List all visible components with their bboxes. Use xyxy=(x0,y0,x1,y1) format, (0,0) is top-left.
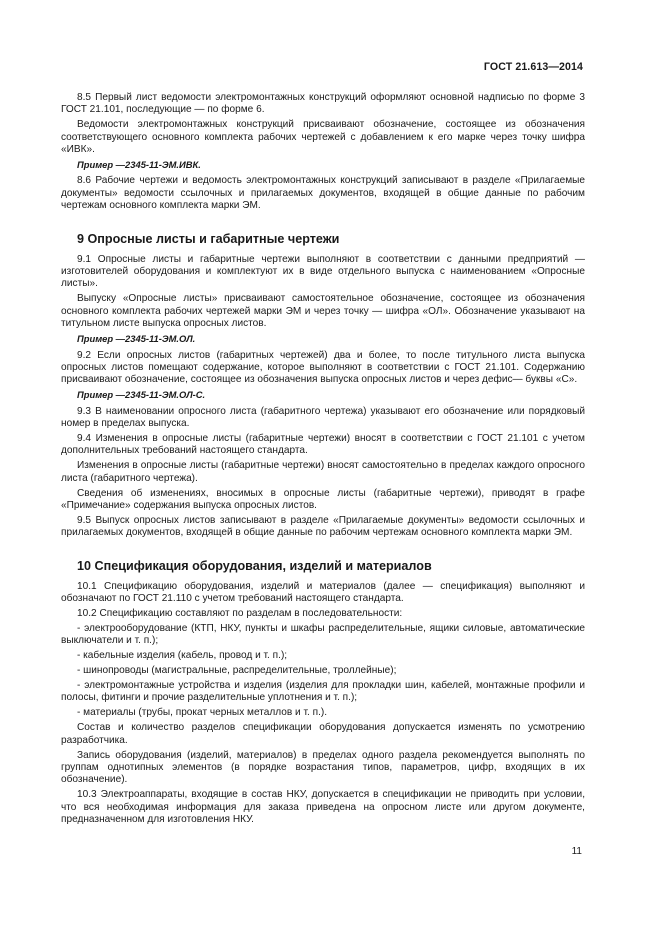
para-9-1: 9.1 Опросные листы и габаритные чертежи выполняют в соответствии с данными предприятий — изготовителей оборудования и комплектуют их в виде отдельного выпуска с наименованием «Опросные листы». xyxy=(61,253,585,290)
para-10-2: 10.2 Спецификацию составляют по разделам в последовательности: xyxy=(77,608,403,619)
para-9-3: 9.3 В наименовании опросного листа (габаритного чертежа) указывают его обозначение или порядковый номер в пределах выпуска. xyxy=(61,405,585,430)
para-9-2: 9.2 Если опросных листов (габаритных чертежей) два и более, то после титульного листа выпуска опросных листов помещают содержание, которое выполняют в соответствии с ГОСТ 21.101. Содержанию присваивают обозначение, состоящее из обозначения выпуска опросных листов и через дефис— буквы «С». xyxy=(61,349,585,386)
document-body xyxy=(61,92,585,829)
example-ivk: Пример —2345-11-ЭМ.ИВК. xyxy=(77,159,201,171)
para-8-6: 8.6 Рабочие чертежи и ведомость электромонтажных конструкций записывают в разделе «Прилагаемые документы» ведомости ссылочных и прилагаемых документов, входящей в общие данные по рабочим чертежам основного комплекта марки ЭМ. xyxy=(61,175,585,212)
para-10-2-record: Запись оборудования (изделий, материалов) в пределах одного раздела рекомендуется выполнять по группам однотипных элементов (в порядке возрастания типов, параметров, цифр, входящих в их обозначение). xyxy=(61,749,585,786)
para-9-4-changes: Изменения в опросные листы (габаритные чертежи) вносят самостоятельно в пределах каждого опросного листа (габаритного чертежа). xyxy=(61,460,585,484)
document-number: ГОСТ 21.613—2014 xyxy=(483,61,583,73)
para-9-4-info: Сведения об изменениях, вносимых в опросные листы (габаритные чертежи), приводят в графе «Примечание» содержания выпуска опросных листов. xyxy=(61,487,585,511)
para-9-4: 9.4 Изменения в опросные листы (габаритные чертежи) вносят в соответствии с ГОСТ 21.101 с учетом дополнительных требований настоящего стандарта. xyxy=(61,432,585,457)
para-10-1: 10.1 Спецификацию оборудования, изделий и материалов (далее — спецификация) выполняют и обозначают по ГОСТ 21.110 с учетом требований настоящего стандарта. xyxy=(61,580,585,605)
list-item-materials: - материалы (трубы, прокат черных металлов и т. п.). xyxy=(77,707,328,719)
para-8-5: 8.5 Первый лист ведомости электромонтажных конструкций оформляют основной надписью по форме 3 ГОСТ 21.101, последующие — по форме 6. xyxy=(61,92,585,116)
list-item-busbars: - шинопроводы (магистральные, распределительные, троллейные); xyxy=(77,665,397,677)
para-9-5: 9.5 Выпуск опросных листов записывают в разделе «Прилагаемые документы» ведомости ссылочных и прилагаемых документов, входящей в общие данные по рабочим чертежам основного комплекта марки ЭМ. xyxy=(61,514,585,539)
para-10-3: 10.3 Электроаппараты, входящие в состав НКУ, допускается в спецификации не приводить при условии, что вся необходимая информация для заказа приведена на опросном листе или другом документе, предназначенном для изготовления НКУ. xyxy=(61,789,585,826)
list-item-electrical-equipment: - электрооборудование (КТП, НКУ, пункты и шкафы распределительные, ящики силовые, автоматические выключатели и т. п.); xyxy=(61,622,585,647)
heading-section-10: 10 Спецификация оборудования, изделий и материалов xyxy=(77,558,432,573)
para-10-2-composition: Состав и количество разделов спецификации оборудования допускается изменять по усмотрению разработчика. xyxy=(61,722,585,746)
example-ol: Пример —2345-11-ЭМ.ОЛ. xyxy=(77,333,196,345)
heading-section-9: 9 Опросные листы и габаритные чертежи xyxy=(77,231,340,246)
page-number: 11 xyxy=(571,846,582,857)
list-item-installation-devices: - электромонтажные устройства и изделия (изделия для прокладки шин, кабелей, монтажные профили и полосы, фитинги и прочие разделительные уплотнения и т. п.); xyxy=(61,680,585,704)
list-item-cable-products: - кабельные изделия (кабель, провод и т. п.); xyxy=(77,650,288,662)
para-9-1-designation: Выпуску «Опросные листы» присваивают самостоятельное обозначение, состоящее из обозначения основного комплекта рабочих чертежей марки ЭМ и через точку — шифра «ОЛ». Обозначение указывают на титульном листе выпуска опросных листов. xyxy=(61,293,585,330)
example-ol-s: Пример —2345-11-ЭМ.ОЛ-С. xyxy=(77,389,206,401)
para-8-5-designation: Ведомости электромонтажных конструкций присваивают обозначение, состоящее из обозначения соответствующего основного комплекта рабочих чертежей с добавлением к его марке через точку шифра «ИВК». xyxy=(61,119,585,156)
